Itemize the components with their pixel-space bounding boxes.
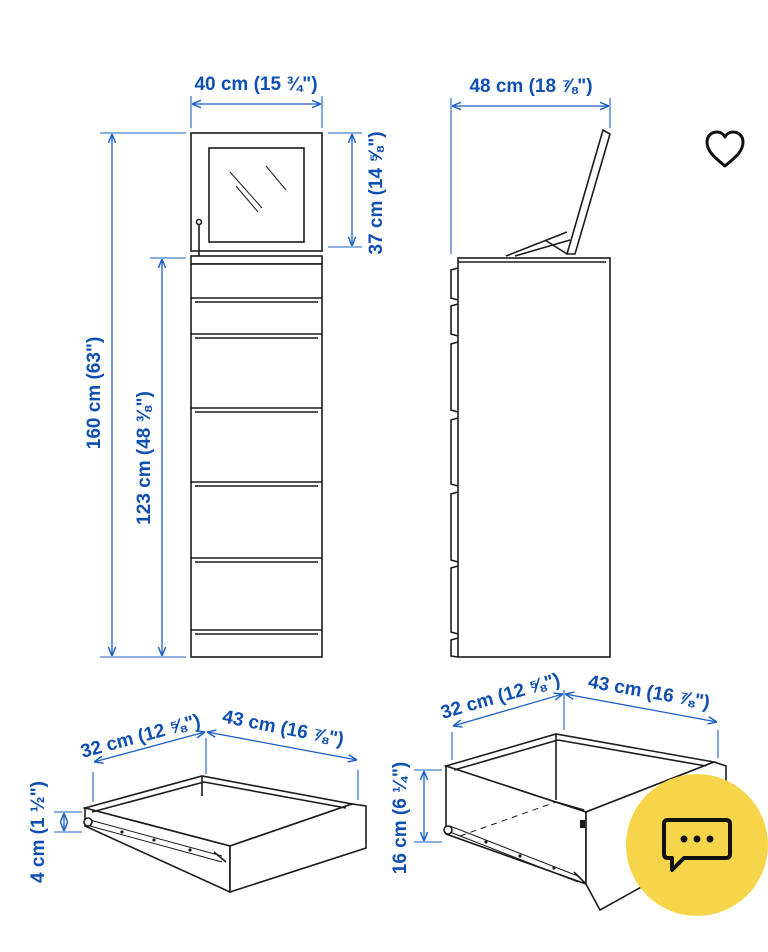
side-body (458, 258, 610, 657)
chest-body (191, 264, 322, 657)
favorite-button[interactable] (700, 126, 750, 172)
mirror-frame (191, 133, 322, 251)
small-drawer-depth-label: 43 cm (16 ⅞") (220, 706, 346, 751)
large-drawer-height-label: 16 cm (6 ¼") (390, 761, 411, 875)
large-drawer-width-label: 32 cm (12 ⅝") (438, 669, 563, 724)
chat-button[interactable] (626, 774, 768, 916)
side-view (451, 76, 610, 657)
small-drawer (28, 707, 366, 892)
small-drawer-width-label: 32 cm (12 ⅝") (78, 710, 203, 763)
side-mirror (567, 130, 610, 254)
small-drawer-height-label: 4 cm (1 ½") (28, 781, 49, 883)
height-chest-label: 123 cm (48 ⅜") (134, 391, 155, 525)
width-total-label: 40 cm (15 ¾") (194, 74, 318, 95)
front-view (84, 74, 387, 657)
height-total-label: 160 cm (63") (84, 336, 105, 450)
depth-total-label: 48 cm (18 ⅞") (469, 76, 593, 97)
side-drawer-fronts (451, 268, 458, 657)
large-drawer-depth-label: 43 cm (16 ⅞") (586, 671, 712, 714)
heart-outline-icon (700, 126, 750, 172)
mirror-height-label: 37 cm (14 ⅝") (366, 131, 387, 255)
chest-top (191, 256, 322, 264)
chat-bubble-icon (660, 816, 734, 878)
